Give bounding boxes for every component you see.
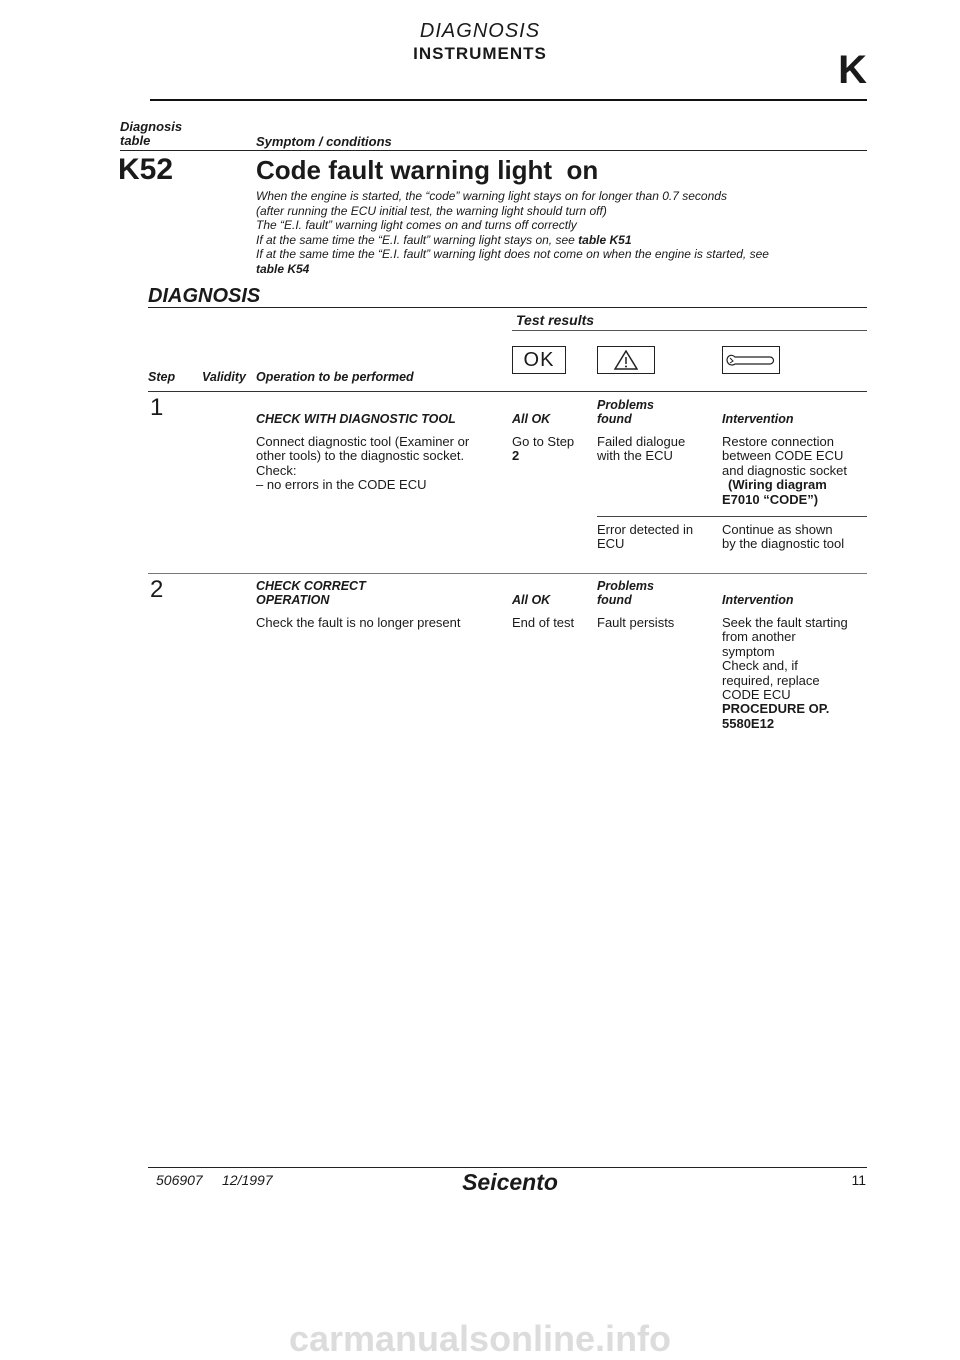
step-1-intervention: Intervention [722,412,794,426]
section-title: DIAGNOSIS [419,20,541,42]
symptom-label: Symptom / conditions [256,134,392,149]
table-title: Code fault warning light on [256,155,599,185]
warning-triangle-icon [614,350,638,370]
column-header-rule [148,391,867,392]
desc-line-3: The “E.I. fault” warning light comes on and turns off correctly [256,218,577,233]
step-1-heading: CHECK WITH DIAGNOSTIC TOOL [256,412,456,426]
step-2-body: Check the fault is no longer present [256,615,461,630]
ref-table-k54: table K54 [256,261,310,276]
desc-line-5: If at the same time the “E.I. fault” warning light does not come on when the engine is started, see [256,247,769,262]
wrench-icon [726,352,776,368]
footer-brand-logo: Seicento [462,1169,558,1195]
step-1-problems-found: Problems found [597,398,654,426]
step-2-action-1: Seek the fault starting from another symptom Check and, if required, replace CODE ECU PROCEDURE OP. 5580E12 [722,615,848,731]
step-2-ok-result: End of test [512,615,575,630]
table-description [256,189,876,277]
step-1-problem-1: Failed dialogue with the ECU [597,434,686,464]
tool-icon-box [722,346,780,374]
step-2-intervention: Intervention [722,593,794,607]
ok-icon: OK [523,348,555,371]
table-code: K52 [118,153,174,186]
step-1-action-2: Continue as shown by the diagnostic tool [722,522,845,552]
col-step: Step [148,370,176,384]
step-1-action-1: Restore connection between CODE ECU and diagnostic socket (Wiring diagram E7010 “CODE”) [722,434,848,507]
footer-date: 12/1997 [222,1172,273,1188]
diagnosis-label-line1: Diagnosis [120,119,183,134]
step-1-body: Connect diagnostic tool (Examiner or other tools) to the diagnostic socket. Check: – no errors in the CODE ECU [256,434,470,493]
desc-line-1: When the engine is started, the “code” warning light stays on for longer than 0.7 seconds [256,189,727,203]
step-1-problem-2: Error detected in ECU [597,522,694,552]
footer-doc-code: 506907 [156,1172,203,1188]
test-results-label: Test results [516,312,595,328]
footer-page-number: 11 [851,1172,866,1188]
symptom-rule [120,150,867,151]
diagnosis-table-label [120,120,182,148]
step-2-number: 2 [150,576,164,603]
step-2-problem-1: Fault persists [597,615,675,630]
col-operation: Operation to be performed [256,370,414,384]
test-results-rule [512,330,867,331]
footer-rule [148,1167,867,1168]
warning-icon-box [597,346,655,374]
desc-line-2: (after running the ECU initial test, the warning light should turn off) [256,203,607,218]
desc-line-4: If at the same time the “E.I. fault” warning light stays on, see table K51 [256,232,632,247]
step-separator-rule [148,573,867,574]
diagnosis-label-line2: table [120,133,151,148]
diagnosis-rule [148,307,867,308]
subsection-title: INSTRUMENTS [413,44,547,63]
step-2-all-ok: All OK [512,593,551,607]
diagnosis-heading: DIAGNOSIS [148,285,261,307]
ok-icon-box [512,346,566,374]
header-rule [150,99,867,101]
chapter-letter: K [838,48,867,92]
step-1-sub-rule [597,516,867,517]
col-validity: Validity [202,370,246,384]
step-1-all-ok: All OK [512,412,551,426]
ref-table-k51: table K51 [578,232,632,247]
step-2-heading: CHECK CORRECT OPERATION [256,579,366,607]
watermark: carmanualsonline.info [288,1318,672,1359]
step-2-problems-found: Problems found [597,579,654,607]
step-1-ok-result: Go to Step 2 [512,434,575,464]
step-1-number: 1 [150,394,164,421]
